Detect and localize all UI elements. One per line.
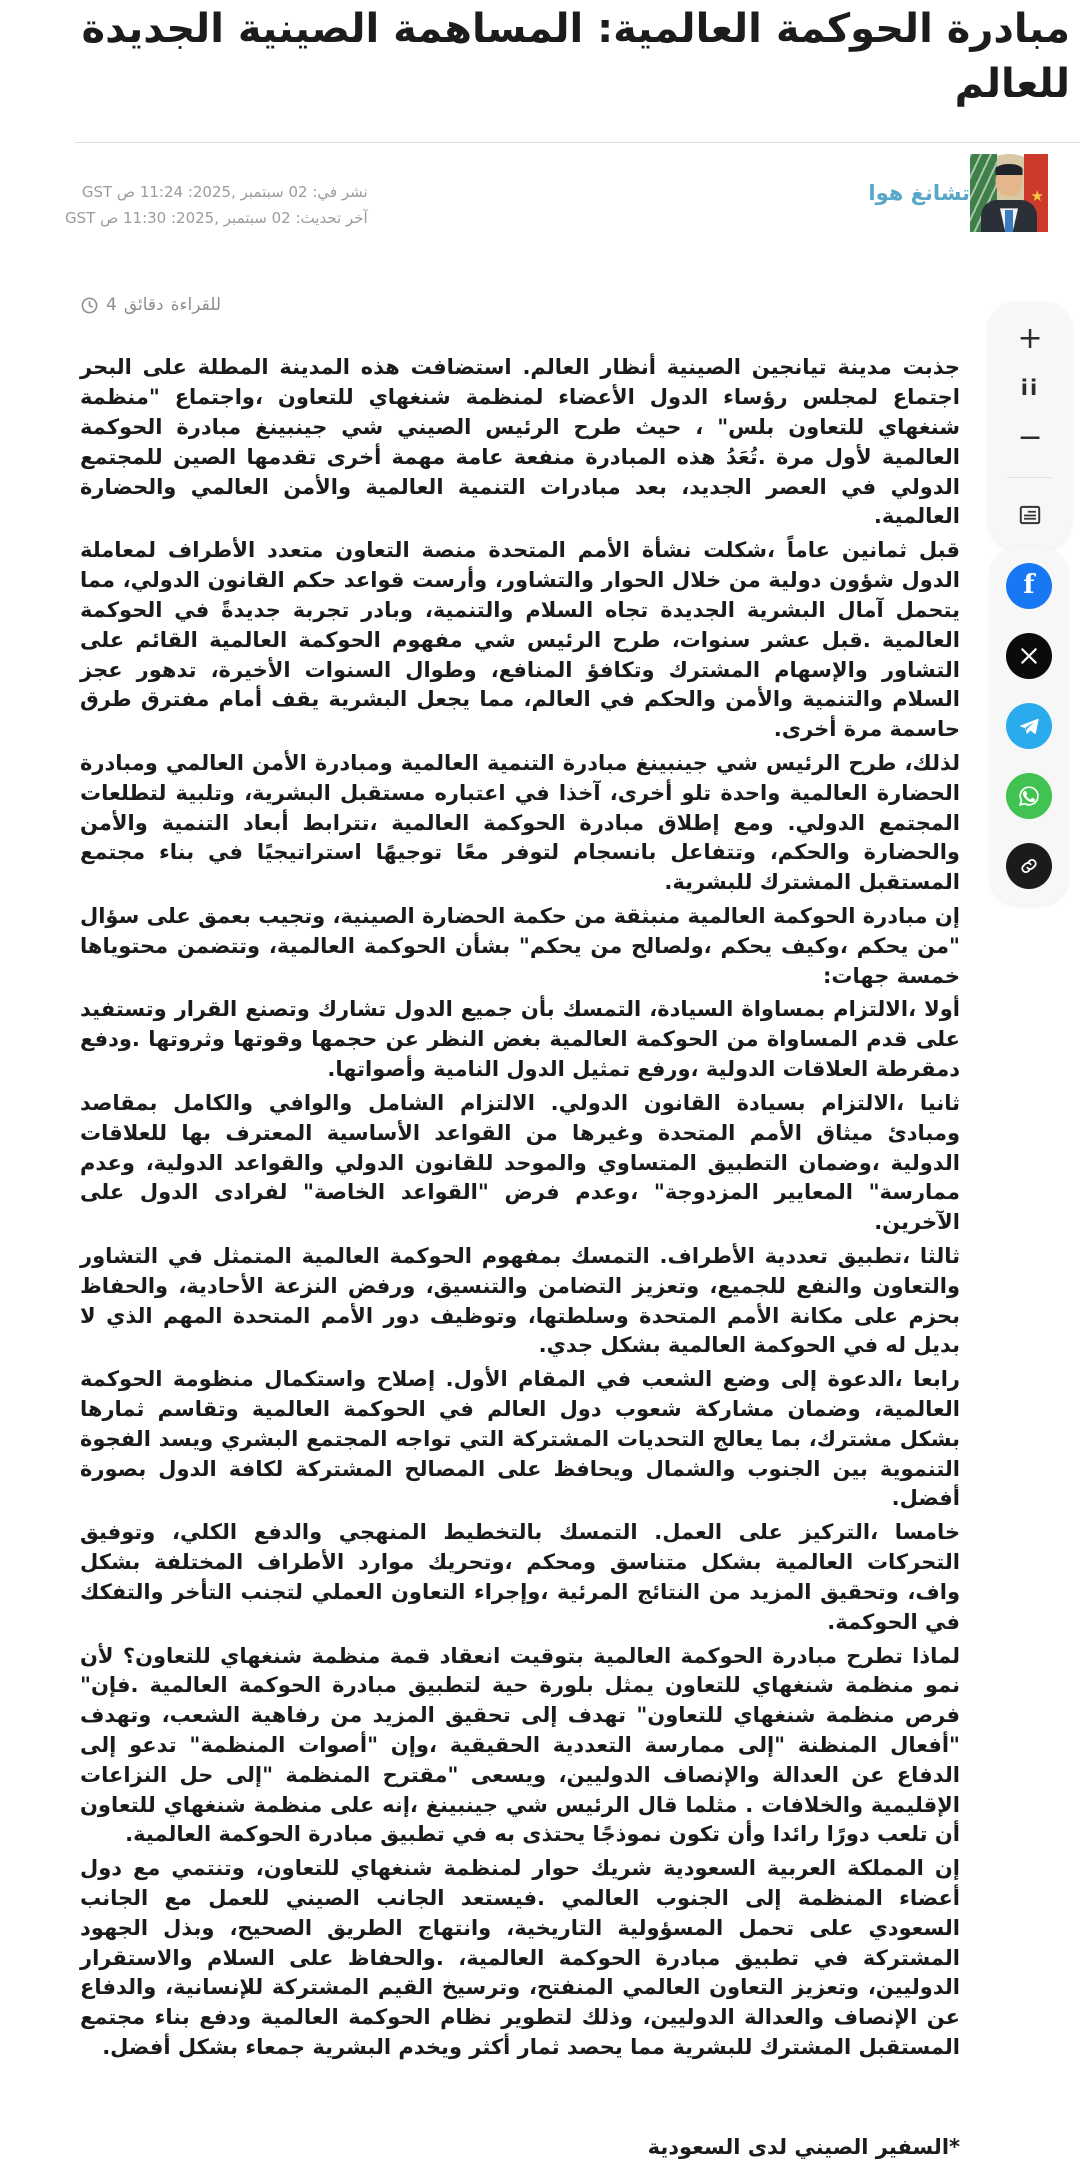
article-paragraph: قبل ثمانين عاماً ،شكلت نشأة الأمم المتحدة منصة التعاون متعدد الأطراف لمعاملة الدول شؤون دولية من خلال الحوار والتشاور، وأرست قواعد حكم القانون الدولي، مما يتحمل آمال البشرية الجديدة تجاه السلام والتنمية، وبادر تجربة جديدةً في الحوكمة العالمية .قبل عشر سنوات، طرح الرئيس شي مفهوم الحوكمة العالمية القائم على التشاور والإسهام المشترك وتكافؤ المنافع، وطوال السنوات الأخيرة، تدهور عجز السلام والتنمية والأمن والحكم في العالم، مما يجعل البشرية يقف أمام مفترق طرق حاسمة مرة أخرى.	[80, 538, 960, 742]
facebook-share-button[interactable]	[1006, 563, 1052, 609]
publish-dates	[65, 180, 368, 231]
x-icon	[1019, 646, 1039, 666]
article-page	[0, 2, 1080, 2159]
increase-font-button[interactable]: +	[1017, 321, 1043, 356]
article-paragraph: ثانيا ،الالتزام بسيادة القانون الدولي. الالتزام الشامل والوافي والكامل بمقاصد ومبادئ ميثاق الأمم المتحدة وغيرها من القواعد الأساسية المعترف بها للعلاقات الدولية ،وضمان التطبيق المتساوي والموحد للقانون الدولي والقواعد الدولية، وعدم ممارسة" المعايير المزدوجة" ،وعدم فرض "القواعد الخاصة" لفرادى الدول على الآخرين.	[80, 1090, 960, 1235]
header-divider	[75, 142, 1080, 143]
author-portrait-tie	[1005, 210, 1013, 232]
article-paragraph: ثالثا ،تطبيق تعددية الأطراف. التمسك بمفهوم الحوكمة العالمية المتمثل في التشاور والتعاون والنفع للجميع، وتعزيز التضامن والتنسيق، ورفض النزعة الأحادية، والحفاظ بحزم على مكانة الأمم المتحدة وسلطتها، وتوظيف دور الأمم المتحدة المهم الذي لا بديل له في الحوكمة العالمية بشكل جدي.	[80, 1243, 960, 1358]
read-time-badge	[80, 295, 960, 315]
decrease-font-button[interactable]: −	[1017, 420, 1043, 455]
page-title-line-2: للعالم	[954, 61, 1070, 108]
article-paragraph: لماذا تطرح مبادرة الحوكمة العالمية بتوقيت انعقاد قمة منظمة شنغهاي للتعاون؟ لأن نمو منظمة شنغهاي للتعاون يمثل بلورة حية لتطبيق مبادرة الحوكمة العالمية .فإن" فرص منظمة شنغهاي للتعاون" تهدف إلى تحقيق المزيد من رفاهية الشعب، وتهدف "أفعال المنظنة "إلى ممارسة التعددية الحقيقية ،وإن "أصوات المنظمة" تدعو إلى الدفاع عن العدالة والإنصاف الدوليين، ويسعى "مقترح المنظمة "إلى حل النزاعات الإقليمية والخلافات . مثلما قال الرئيس شي جينبينغ ،إنه على منظمة شنغهاي للتعاون أن تلعب دورًا رائدا وأن تكون نموذجًا يحتذى به في تطبيق مبادرة الحوكمة العالمية.	[80, 1643, 960, 1847]
telegram-share-button[interactable]	[1006, 703, 1052, 749]
article-paragraph: لذلك، طرح الرئيس شي جينبينغ مبادرة التنمية العالمية ومبادرة الأمن العالمي ومبادرة الحضارة العالمية واحدة تلو أخرى، آخذا في اعتباره مستقبل البشرية، وتلبية لتطلعات المجتمع الدولي. ومع إطلاق مبادرة الحوكمة العالمية ،تترابط أبعاد التنمية والأمن والحضارة والحكم، وتتفاعل بانسجام لتوفر معًا توجيهًا استراتيجيًا في بناء مجتمع المستقبل المشترك للبشرية.	[80, 750, 960, 895]
copy-link-button[interactable]	[1006, 843, 1052, 889]
article-footnote: *السفير الصيني لدى السعودية	[647, 2134, 960, 2159]
font-size-indicator[interactable]: ii	[1020, 376, 1040, 400]
read-time-value: 4	[106, 295, 117, 316]
reader-mode-icon	[1017, 502, 1043, 531]
article-paragraph: أولا ،الالتزام بمساواة السيادة، التمسك بأن جميع الدول تشارك وتصنع القرار وتستفيد على قدم المساواة من الحوكمة العالمية بغض النظر عن حجمها وقوتها وثروتها .ودفع دمقرطة العلاقات الدولية ،ورفع تمثيل الدول النامية وأصواتها.	[80, 997, 960, 1082]
font-size-toolbar	[988, 302, 1072, 549]
facebook-icon: f	[1023, 570, 1035, 600]
page-title	[70, 2, 1070, 112]
share-toolbar	[990, 547, 1068, 905]
page-title-line-1: مبادرة الحوكمة العالمية: المساهمة الصينية الجديدة	[81, 6, 1070, 52]
reader-mode-button[interactable]	[1017, 502, 1043, 531]
author-info[interactable]	[852, 154, 1048, 232]
whatsapp-share-button[interactable]	[1006, 773, 1052, 819]
telegram-icon	[1018, 715, 1040, 737]
article-paragraph: إن مبادرة الحوكمة العالمية منبثقة من حكمة الحضارة الصينية، وتجيب بعمق على سؤال "من يحكم ،وكيف يحكم ،ولصالح من يحكم" بشأن الحوكمة العالمية، وتتضمن محتوياها خمسة جهات:	[80, 904, 960, 988]
toolbar-divider	[1007, 477, 1053, 478]
whatsapp-icon	[1017, 784, 1041, 808]
article-paragraph: خامسا ،التركيز على العمل. التمسك بالتخطيط المنهجي والدفع الكلي، وتوفيق التحركات العالمية بشكل متناسق ومحكم ،وتحريك موارد الأطراف المختلفة بشكل واف، وتحقيق المزيد من النتائج المرئية ،وإجراء التعاون العملي لتجنب التأخر والتفكك في الحوكمة.	[80, 1520, 960, 1634]
article-paragraph: رابعا ،الدعوة إلى وضع الشعب في المقام الأول. إصلاح واستكمال منظومة الحوكمة العالمية، وضمان مشاركة شعوب دول العالم في الحوكمة العالمية وتقاسم ثمارها بشكل مشترك، بما يعالج التحديات المشتركة التي تواجه المجتمع البشري ويسد الفجوة التنموية بين الجنوب والشمال ويحافظ على المصالح المشتركة لكافة الدول بصورة أفضل.	[80, 1367, 960, 1511]
author-name[interactable]: تشانغ هوا	[868, 181, 970, 206]
china-flag-star: ★	[1030, 187, 1044, 206]
x-share-button[interactable]	[1006, 633, 1052, 679]
article-paragraph: جذبت مدينة تيانجين الصينية أنظار العالم. استضافت هذه المدينة المطلة على البحر اجتماع لمجلس رؤساء الدول الأعضاء لمنظمة شنغهاي للتعاون ،واجتماع "منظمة شنغهاي للتعاون بلس" ، حيث طرح الرئيس الصيني شي جينبينغ مبادرة الحوكمة العالمية لأول مرة .تُعَدُ هذه المبادرة منفعة عامة مهمة أخرى تقدمها الصين للمجتمع الدولي في العصر الجديد، بعد مبادرات التنمية العالمية والأمن العالمي والحضارة العالمية.	[80, 355, 960, 529]
read-time-word-1: دقائق	[123, 295, 164, 316]
author-portrait-hair	[996, 164, 1023, 175]
published-date: نشر في: 02 سبتمبر ,2025: 11:24 ص GST	[81, 183, 368, 202]
article-body	[80, 353, 960, 2063]
author-row	[65, 153, 1048, 233]
article-column	[80, 295, 960, 2159]
clock-icon	[80, 296, 99, 315]
article-paragraph: إن المملكة العربية السعودية شريك حوار لمنظمة شنغهاي للتعاون، وتنتمي مع دول أعضاء المنظمة إلى الجنوب العالمي .فيستعد الجانب الصيني للعمل مع الجانب السعودي على تحمل المسؤولية التاريخية، وانتهاج الطريق الصحيح، وبذل الجهود المشتركة في تطبيق مبادرة الحوكمة العالمية، .والحفاظ على السلام والاستقرار الدوليين، وتعزيز التعاون العالمي المنفتح، وترسيخ القيم المشتركة للإنسانية، والدفاع عن الإنصاف والعدالة الدوليين، وذلك لتطوير نظام الحوكمة العالمية ودفع بناء مجتمع المستقبل المشترك للبشرية مما يحصد ثمار أكثر ويخدم البشرية جمعاء بشكل أفضل.	[80, 1856, 960, 2060]
author-avatar[interactable]	[970, 154, 1048, 232]
read-time-word-2: للقراءة	[170, 295, 222, 316]
updated-date: آخر تحديث: 02 سبتمبر ,2025: 11:30 ص GST	[65, 208, 368, 227]
link-icon	[1018, 855, 1040, 877]
